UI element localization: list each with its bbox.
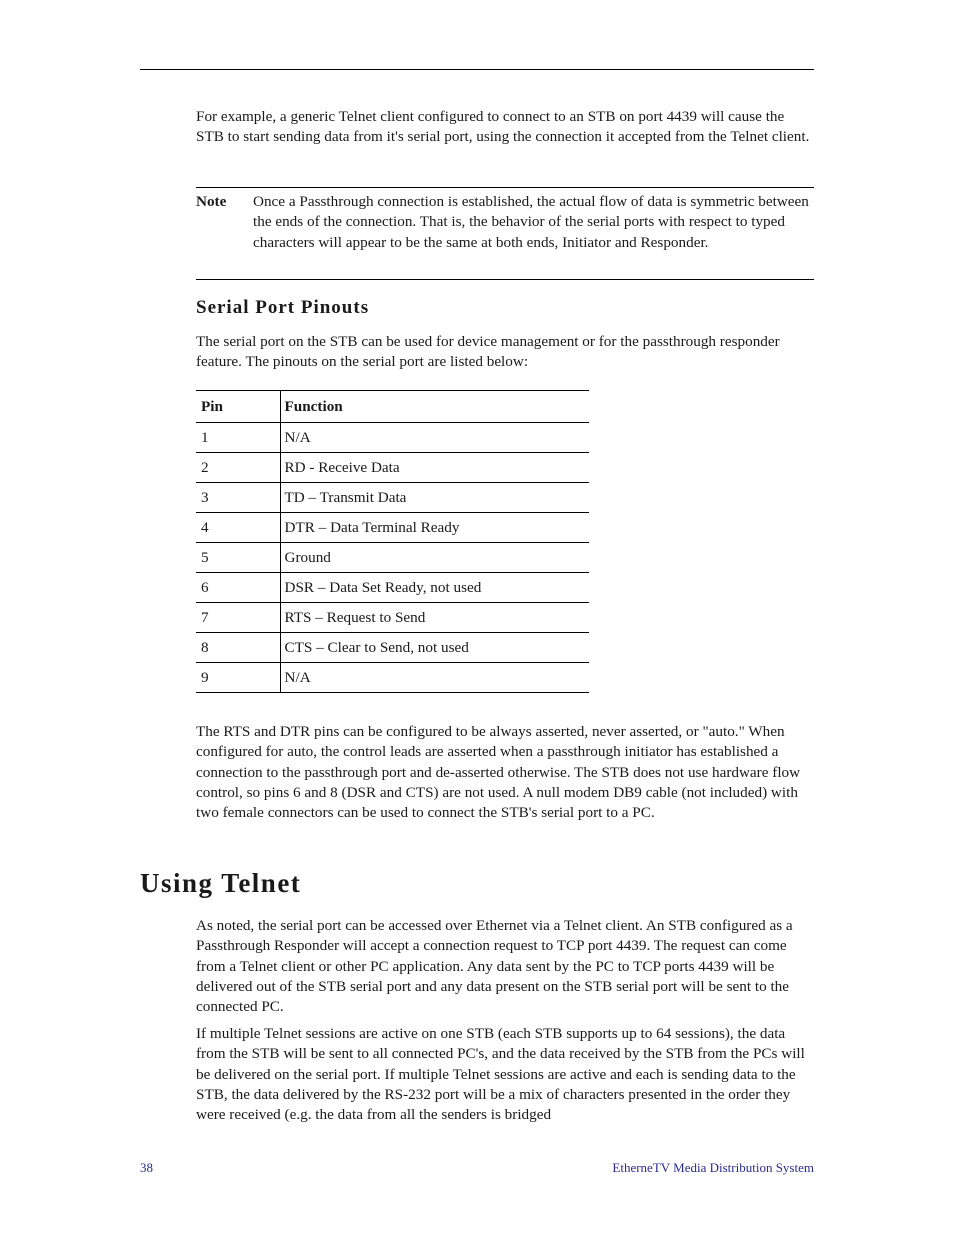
table-row: [196, 573, 589, 603]
pin-cell: 3: [196, 483, 280, 513]
function-cell: N/A: [280, 423, 589, 453]
pinout-table: [196, 390, 589, 693]
intro-paragraph: For example, a generic Telnet client configured to connect to an STB on port 4439 will cause the STB to start sending data from it's serial port, using the connection it accepted from the Telnet client.: [196, 108, 810, 146]
pin-cell: 4: [196, 513, 280, 543]
function-cell: Ground: [280, 543, 589, 573]
function-cell: RD - Receive Data: [280, 453, 589, 483]
telnet-paragraph-1: As noted, the serial port can be accessed over Ethernet via a Telnet client. An STB configured as a Passthrough Responder will accept a connection request to TCP port 4439. The request can come from a Telnet client or other PC application. Any data sent by the PC to TCP ports 4439 will be delivered out of the STB serial port and any data present on the STB serial port will be sent to the connected PC.: [196, 917, 793, 1016]
function-cell: RTS – Request to Send: [280, 603, 589, 633]
pin-cell: 8: [196, 633, 280, 663]
footer-title: EtherneTV Media Distribution System: [612, 1160, 814, 1175]
pin-config-paragraph: The RTS and DTR pins can be configured to be always asserted, never asserted, or "auto." When configured for auto, the control leads are asserted when a passthrough initiator has established a connection to the passthrough port and de-asserted otherwise. The STB does not use hardware flow control, so pins 6 and 8 (DSR and CTS) are not used. A null modem DB9 cable (not included) with two female connectors can be used to connect the STB's serial port to a PC.: [196, 723, 801, 822]
pin-cell: 6: [196, 573, 280, 603]
table-row: [196, 663, 589, 693]
function-cell: DTR – Data Terminal Ready: [280, 513, 589, 543]
note-box: [196, 187, 814, 280]
pin-cell: 1: [196, 423, 280, 453]
table-header-row: [196, 391, 589, 423]
table-row: [196, 513, 589, 543]
using-telnet-heading: Using Telnet: [140, 868, 302, 898]
table-row: [196, 603, 589, 633]
table-row: [196, 633, 589, 663]
function-cell: TD – Transmit Data: [280, 483, 589, 513]
table-row: [196, 423, 589, 453]
table-row: [196, 453, 589, 483]
table-row: [196, 483, 589, 513]
pin-cell: 5: [196, 543, 280, 573]
serial-intro-paragraph: The serial port on the STB can be used for device management or for the passthrough responder feature. The pinouts on the serial port are listed below:: [196, 333, 780, 371]
function-cell: CTS – Clear to Send, not used: [280, 633, 589, 663]
note-label: Note: [196, 193, 227, 210]
function-cell: N/A: [280, 663, 589, 693]
function-column-header: Function: [280, 391, 589, 423]
serial-port-pinouts-heading: Serial Port Pinouts: [196, 297, 370, 318]
table-row: [196, 543, 589, 573]
page-number: 38: [140, 1160, 153, 1175]
pin-column-header: Pin: [196, 391, 280, 423]
function-cell: DSR – Data Set Ready, not used: [280, 573, 589, 603]
pin-cell: 9: [196, 663, 280, 693]
note-text: Once a Passthrough connection is established, the actual flow of data is symmetric between the ends of the connection. That is, the behavior of the serial ports with respect to typed characters will appear to be the same at both ends, Initiator and Responder.: [253, 193, 809, 251]
telnet-paragraph-2: If multiple Telnet sessions are active on one STB (each STB supports up to 64 sessions), the data from the STB will be sent to all connected PC's, and the data received by the STB from the PCs will be delivered on the serial port. If multiple Telnet sessions are active and each is sending data to the STB, the data delivered by the RS-232 port will be a mix of characters presented in the order they were received (e.g. the data from all the senders is bridged: [196, 1025, 805, 1124]
pin-cell: 7: [196, 603, 280, 633]
header-rule: [140, 69, 814, 70]
pin-cell: 2: [196, 453, 280, 483]
